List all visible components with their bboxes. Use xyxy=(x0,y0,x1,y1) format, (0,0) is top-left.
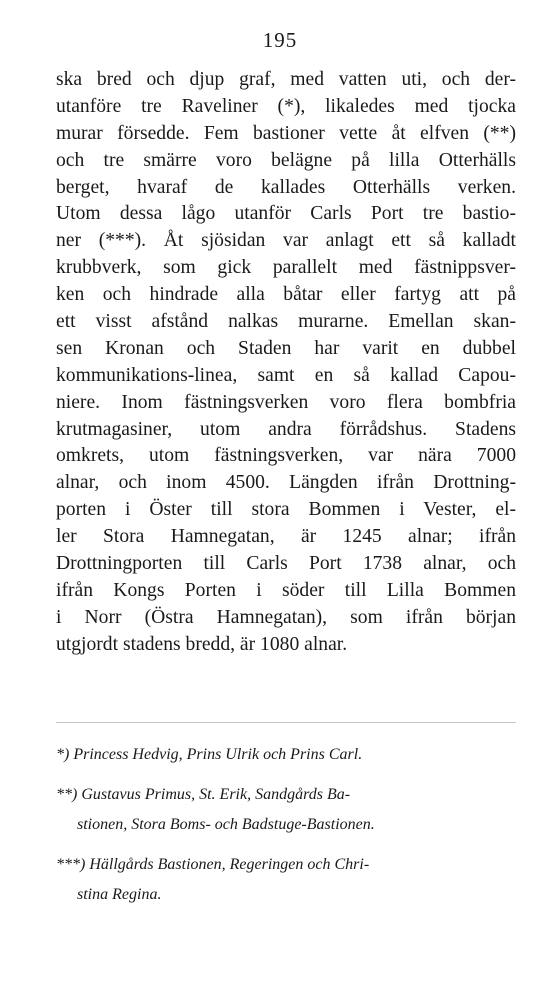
text-line: krubbverk, som gick parallelt med fästnippsver- xyxy=(56,257,516,279)
footnotes xyxy=(56,740,516,910)
text-line: berget, hvaraf de kallades Otterhälls verken. xyxy=(56,176,516,198)
text-line: ler Stora Hamnegatan, är 1245 alnar; ifrån xyxy=(56,526,516,548)
footnote-continuation: stionen, Stora Boms- och Badstuge-Bastionen. xyxy=(77,816,375,833)
text-line: Utom dessa lågo utanför Carls Port tre bastio- xyxy=(56,203,516,225)
text-line: Drottningporten till Carls Port 1738 alnar, och xyxy=(56,553,516,575)
text-line: kommunikations-linea, samt en så kallad Capou- xyxy=(56,364,516,386)
footnote-continuation: stina Regina. xyxy=(77,886,162,903)
text-line: alnar, och inom 4500. Längden ifrån Drottning- xyxy=(56,472,516,494)
text-line: niere. Inom fästningsverken voro flera bombfria xyxy=(56,391,516,413)
page-number: 195 xyxy=(262,28,298,52)
body-text xyxy=(56,67,516,659)
text-line: och tre smärre voro belägne på lilla Otterhälls xyxy=(56,149,516,171)
text-line: ska bred och djup graf, med vatten uti, och der- xyxy=(56,69,516,90)
text-line: utgjordt stadens bredd, är 1080 alnar. xyxy=(56,633,348,655)
text-line: porten i Öster till stora Bommen i Vester, el- xyxy=(56,499,516,521)
footnote: *) Princess Hedvig, Prins Ulrik och Prins Carl. xyxy=(56,746,363,763)
text-line: i Norr (Östra Hamnegatan), som ifrån början xyxy=(56,606,516,628)
text-line: ett visst afstånd nalkas murarne. Emellan skan- xyxy=(56,311,516,333)
text-line: ner (***). Åt sjösidan var anlagt ett så kalladt xyxy=(56,230,516,252)
footnote: ***) Hällgårds Bastionen, Regeringen och Chri- xyxy=(56,856,370,873)
text-line: omkrets, utom fästningsverken, var nära 7000 xyxy=(56,445,516,467)
text-line: krutmagasiner, utom andra förrådshus. Stadens xyxy=(56,418,516,440)
text-line: ifrån Kongs Porten i söder till Lilla Bommen xyxy=(56,579,516,601)
text-line: murar försedde. Fem bastioner vette åt elfven (**) xyxy=(56,122,516,144)
text-line: utanföre tre Raveliner (*), likaledes med tjocka xyxy=(56,95,516,117)
text-line: sen Kronan och Staden har varit en dubbel xyxy=(56,337,516,359)
text-line: ken och hindrade alla båtar eller fartyg att på xyxy=(56,284,516,306)
footnote: **) Gustavus Primus, St. Erik, Sandgårds Ba- xyxy=(56,786,351,803)
footnote-divider xyxy=(56,722,516,723)
